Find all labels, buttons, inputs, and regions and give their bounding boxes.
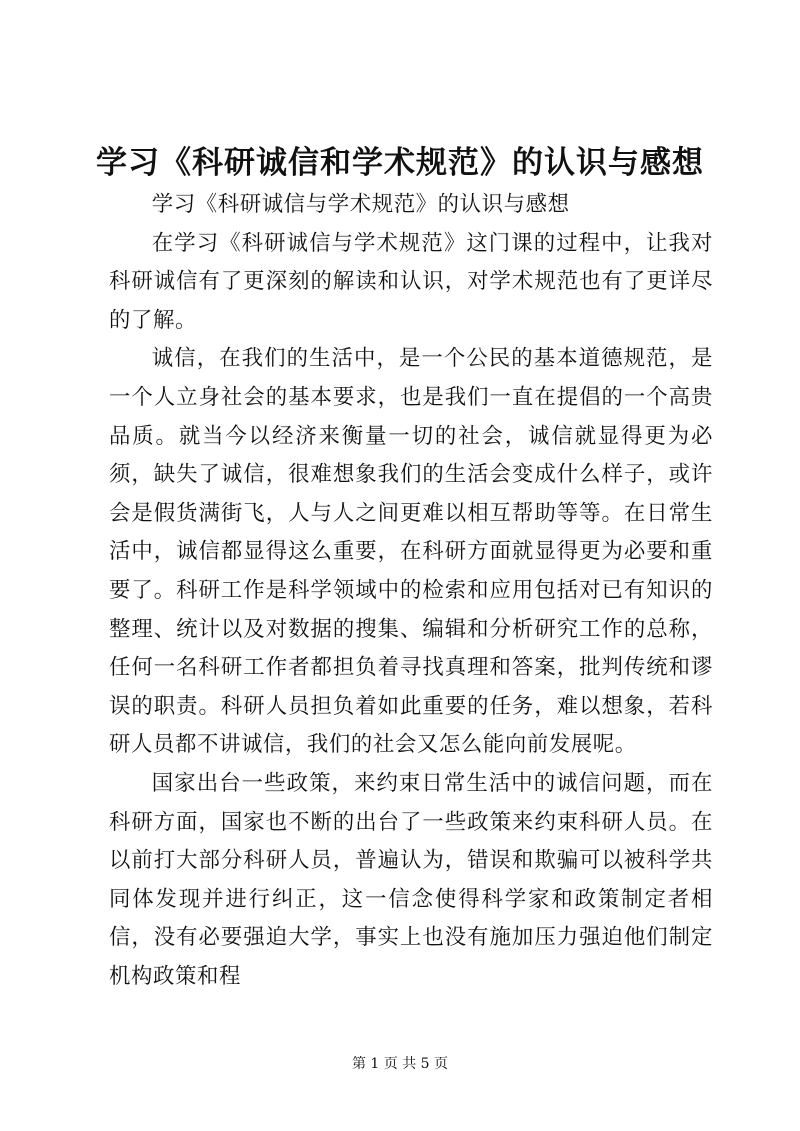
subtitle-paragraph: 学习《科研诚信与学术规范》的认识与感想 [151, 192, 570, 217]
body-paragraph: 诚信，在我们的生活中，是一个公民的基本道德规范，是一个人立身社会的基本要求，也是我们一直在提倡的一个高贵品质。就当今以经济来衡量一切的社会，诚信就显得更为必须，缺失了诚信，很难想象我们的生活会变成什么样子，或许会是假货满街飞，人与人之间更难以相互帮助等等。在日常生活中，诚信都显得这么重要，在科研方面就显得更为必要和重要了。科研工作是科学领域中的检索和应用包括对已有知识的整理、统计以及对数据的搜集、编辑和分析研究工作的总称，任何一名科研工作者都担负着寻找真理和答案，批判传统和谬误的职责。科研人员担负着如此重要的任务，难以想象，若科研人员都不讲诚信，我们的社会又怎么能向前发展呢。 [109, 346, 713, 758]
page-number-footer: 第 1 页 共 5 页 [351, 1056, 449, 1072]
body-paragraph: 在学习《科研诚信与学术规范》这门课的过程中，让我对科研诚信有了更深刻的解读和认识，对学术规范也有了更详尽的了解。 [109, 230, 713, 333]
document-title: 学习《科研诚信和学术规范》的认识与感想 [96, 145, 704, 181]
document-body [109, 186, 713, 996]
body-paragraph: 国家出台一些政策，来约束日常生活中的诚信问题，而在科研方面，国家也不断的出台了一些政策来约束科研人员。在以前打大部分科研人员，普遍认为，错误和欺骗可以被科学共同体发现并进行纠正，这一信念使得科学家和政策制定者相信，没有必要强迫大学，事实上也没有施加压力强迫他们制定机构政策和程 [109, 770, 713, 989]
